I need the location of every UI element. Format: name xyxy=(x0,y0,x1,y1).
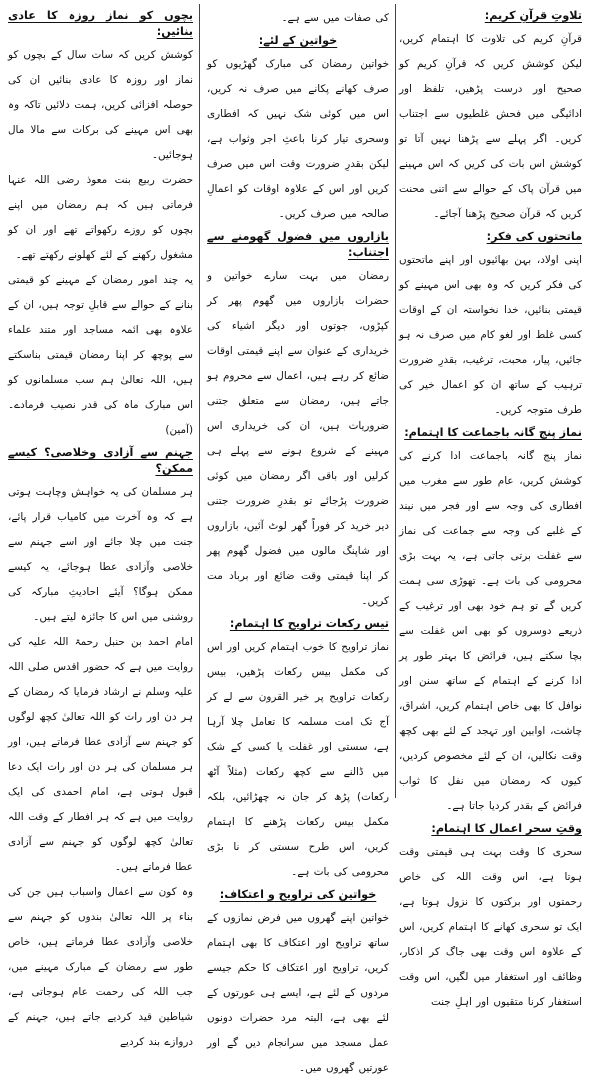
section-heading: تیس رکعات تراویح کا اہتمام: xyxy=(229,617,389,630)
paragraph: کوشش کریں کہ سات سال کے بچوں کو نماز اور روزہ کا عادی بنائیں ان کی حوصلہ افزائی کریں، ہمت دلائیں تاکہ وہ بھی اس مہینے کی برکات سے مالا مال ہوجائیں۔ xyxy=(8,49,193,161)
paragraph: نماز پنج گانہ باجماعت ادا کرنے کی کوشش کریں، عام طور سے مغرب میں افطاری کی وجہ سے اور فجر میں نیند کے غلبے کی وجہ سے جماعت کی نماز سے غفلت برتی جاتی ہے، یہ بہت بڑی محرومی کی بات ہے۔ تھوڑی سی ہمت کریں گے تو ہم خود بھی اور ترغیب کے ذریعے دوسروں کو بھی اس غفلت سے بچا سکتے ہیں، فرائض کا بہتر طور پر ادا کرنے کے اہتمام کے ساتھ سنن اور نوافل کا بھی خاص اہتمام کریں، اشراق، چاشت، اوابین اور تہجد کے لئے بھی کچھ وقت نکالیں، ان کے لئے مخصوص کردیں، کیوں کہ رمضان میں نفل کا ثواب فرائض کے بقدر کردیا جاتا ہے۔ xyxy=(399,450,582,812)
section-heading: وقتِ سحر اعمال کا اہتمام: xyxy=(431,822,582,835)
section-heading: ماتحتوں کی فکر: xyxy=(486,230,582,243)
section-heading: جہنم سے آزادی وخلاصی؟ کیسے ممکن؟ xyxy=(8,446,193,475)
paragraph: یہ چند امور رمضان کے مہینے کو قیمتی بنانے کے حوالے سے قابلِ توجہ ہیں، ان کے علاوہ بھی ائمہ مساجد اور متند علماء سے پوچھ کر اپنا رمضان قیمتی بناسکتے ہیں، اللہ تعالیٰ ہم سب مسلمانوں کو اس مبارک ماہ کی قدر نصیب فرمادے۔ (آمین) xyxy=(8,274,193,436)
section-heading: نماز پنج گانہ باجماعت کا اہتمام: xyxy=(404,426,582,439)
paragraph: وہ کون سے اعمال واسباب ہیں جن کی بناء پر اللہ تعالیٰ بندوں کو جہنم سے خلاصی وآزادی عطا فرماتے ہیں، خاص طور سے رمضان کے مبارک مہینے میں، جب اللہ کی رحمت عام ہوجاتی ہے، شیاطین قید کردیے جاتے ہیں، جہنم کے دروازے بند کردیے xyxy=(8,886,193,1048)
paragraph: اپنی اولاد، بہن بھائیوں اور اپنے ماتحتوں کی فکر کریں کہ وہ بھی اس مہینے کو قیمتی بنائیں، خدا نخواستہ ان کے اوقات کسی غلط اور لغو کام میں صرف نہ ہو جائیں، پیار، محبت، ترغیب، بقدرِ ضرورت ترہیب کے ساتھ ان کو اعمال خیر کی طرف متوجہ کریں۔ xyxy=(399,254,582,416)
paragraph: امام احمد بن حنبل رحمۃ اللہ علیہ کی روایت میں ہے کہ حضور اقدس صلی اللہ علیہ وسلم نے ارشاد فرمایا کہ رمضان کے ہر دن اور رات کو اللہ تعالیٰ کچھ لوگوں کو جہنم سے آزادی عطا فرماتے ہیں، اور ہر مسلمان کی ہر دن اور رات ایک دعا قبول ہوتی ہے، امام احمدی کی ایک روایت میں ہے کہ ہر افطار کے وقت اللہ تعالیٰ کچھ لوگوں کو جہنم سے آزادی عطا فرماتے ہیں۔ xyxy=(8,636,193,873)
column-divider xyxy=(199,4,200,798)
paragraph: ہر مسلمان کی یہ خواہش وچاہت ہوتی ہے کہ وہ آخرت میں کامیاب قرار پائے، جنت میں چلا جائے اور اسے جہنم سے خلاصی وآزادی عطا ہوجائے، یہ کیسے ممکن ہوگا؟ آیئے احادیثِ مبارکہ کی روشنی میں اس کا جائزہ لیتے ہیں۔ xyxy=(8,486,193,623)
paragraph: حضرت ربیع بنت معوذ رضی اللہ عنہا فرماتی ہیں کہ ہم رمضان میں اپنے بچوں کو روزے رکھواتے تھے اور ان کو مشغول رکھنے کے لئے کھلونے رکھتے تھے۔ xyxy=(8,174,193,261)
column-left xyxy=(8,6,193,1048)
paragraph: قرآنِ کریم کی تلاوت کا اہتمام کریں، لیکن کوشش کریں کہ قرآنِ کریم کو صحیح اور درست پڑھیں، تلفظ اور ادائیگی میں فحش غلطیوں سے اجتناب کریں۔ اگر پہلے سے پڑھنا نہیں آتا تو کوشش اس بات کی کریں کہ اس مہینے میں قرآن پاک کے حوالے سے اتنی محنت کریں کہ قرآن صحیح پڑھنا آجائے۔ xyxy=(399,33,582,220)
column-divider xyxy=(395,4,396,798)
column-middle xyxy=(207,6,389,1074)
section-heading: خواتین کے لئے: xyxy=(258,34,338,47)
column-right xyxy=(399,6,582,1008)
paragraph: کی صفات میں سے ہے۔ xyxy=(281,12,389,24)
paragraph: رمضان میں بہت سارے خواتین و حضرات بازاروں میں گھوم پھر کر کپڑوں، جوتوں اور دیگر اشیاء کی خریداری کے عنوان سے اپنے قیمتی اوقات ضائع کر رہے ہیں، اعمال سے محروم ہو جاتے ہیں، رمضان سے متعلق جتنی ضروریات ہیں، ان کی خریداری اس مہینے کے شروع ہونے سے پہلے ہی کرلیں اور باقی اگر رمضان میں کوئی ضرورت پڑجائے تو بقدرِ ضرورت جتنی دیر خرید کر فوراً گھر لوٹ آئیں، بازاروں اور شاپنگ مالوں میں فضول گھوم پھر کر اپنا قیمتی وقت ضائع اور برباد مت کریں۔ xyxy=(207,270,389,607)
section-heading: خواتین کی تراویح و اعتکاف: xyxy=(219,888,377,901)
section-heading: بچوں کو نماز روزہ کا عادی بنائیں: xyxy=(8,9,193,38)
section-heading: بازاروں میں فضول گھومنے سے اجتناب: xyxy=(207,230,389,259)
section-heading: تلاوتِ قرآنِ کریم: xyxy=(484,9,582,22)
paragraph: سحری کا وقت بہت ہی قیمتی وقت ہوتا ہے، اس وقت اللہ کی خاص رحمتوں اور برکتوں کا نزول ہوتا ہے، ایک تو سحری کھانے کا اہتمام کریں، اس کے علاوہ اس وقت بھی جاگ کر اذکار، وظائف اور استغفار میں لگیں، اس وقت استغفار کرنا متقیوں اور اہلِ جنت xyxy=(399,846,582,1008)
paragraph: خواتین اپنے گھروں میں فرض نمازوں کے ساتھ تراویح اور اعتکاف کا بھی اہتمام کریں، تراویح اور اعتکاف کا حکم جیسے مردوں کے لئے ہے، ایسے ہی عورتوں کے لئے بھی ہے، البتہ مرد حضرات دونوں عمل مسجد میں سرانجام دیں گے اور عورتیں گھروں میں۔ xyxy=(207,912,389,1074)
paragraph: خواتین رمضان کی مبارک گھڑیوں کو صرف کھانے پکانے میں صرف نہ کریں، اس میں کوئی شک نہیں کہ افطاری وسحری تیار کرنا باعثِ اجر وثواب ہے، لیکن بقدرِ ضرورت وقت اس میں صرف کریں اور اس کے علاوہ اوقات کو اعمالِ صالحہ میں صرف کریں۔ xyxy=(207,58,389,220)
paragraph: نماز تراویح کا خوب اہتمام کریں اور اس کی مکمل بیس رکعات پڑھیں، بیس رکعات تراویح پر خیر القرون سے لے کر آج تک امت مسلمہ کا تعامل چلا آرہا ہے، سستی اور غفلت یا کسی کے شک میں ڈالنے سے کچھ رکعات (مثلاً آٹھ رکعات) پڑھ کر جان نہ چھڑائیں، بلکہ مکمل بیس رکعات پڑھنے کا اہتمام کریں، اس طرح سستی کر نا بڑی محرومی کی بات ہے۔ xyxy=(207,641,389,878)
